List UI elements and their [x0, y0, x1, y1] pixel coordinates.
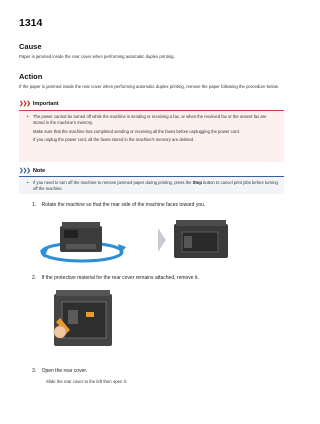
- step-text: Open the rear cover.: [41, 368, 88, 374]
- error-code-title: 1314: [19, 17, 43, 29]
- step-3-note: Slide the rear cover to the left then open it.: [46, 379, 127, 384]
- important-item: • The power cannot be turned off while the machine is sending or receiving a fax, or when the received fax or the unsent fax are stored in the machine's memory.: [27, 114, 278, 127]
- note-title: Note: [32, 168, 46, 174]
- printer-rear-image: [174, 220, 228, 258]
- note-item: • If you need to turn off the machine to remove jammed paper during printing, press the Stop button to cancel print jobs before turning off the machine.: [27, 180, 278, 193]
- step-number: 1.: [32, 202, 37, 208]
- double-chevron-icon: ❯❯❯: [19, 168, 30, 174]
- step-2-illustration: [46, 288, 118, 350]
- important-item-p2: Make sure that the machine has completed sending or receiving all the faxes before unplugging the power cord.: [33, 128, 240, 134]
- hand-icon: [54, 326, 66, 338]
- step-1: [32, 202, 205, 208]
- step-1-illustration: [34, 214, 246, 266]
- important-header: [19, 99, 284, 109]
- cause-heading: Cause: [19, 42, 42, 51]
- stop-button-label: Stop: [192, 180, 202, 185]
- step-number: 3.: [32, 368, 37, 374]
- important-title: Important: [32, 101, 59, 107]
- double-chevron-icon: ❯❯❯: [19, 101, 30, 107]
- important-item-p3: If you unplug the power cord, all the faxes stored in the machine's memory are deleted.: [33, 137, 195, 143]
- step-2: [32, 275, 199, 281]
- action-text: If the paper is jammed inside the rear cover when performing automatic duplex printing, remove the paper following the procedure below.: [19, 84, 279, 89]
- step-text: Rotate the machine so that the rear side of the machine faces toward you.: [41, 202, 206, 208]
- step-3: [32, 368, 87, 374]
- note-header: [19, 166, 284, 176]
- note-box: [19, 176, 284, 194]
- step-number: 2.: [32, 275, 37, 281]
- important-box: [19, 110, 284, 162]
- printer-front-image: [40, 222, 126, 261]
- action-heading: Action: [19, 72, 43, 81]
- step-text: If the protective material for the rear cover remains attached, remove it.: [41, 275, 199, 281]
- chevron-right-icon: [158, 228, 166, 252]
- cause-text: Paper is jammed inside the rear cover when performing automatic duplex printing.: [19, 54, 175, 59]
